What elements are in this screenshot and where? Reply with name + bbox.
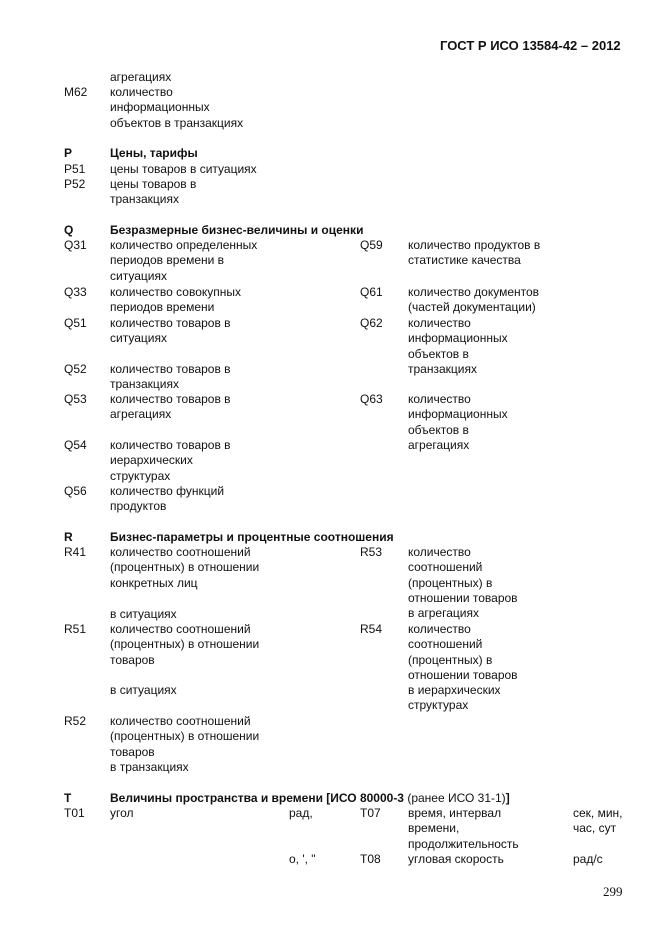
- text-t08: угловая скорость: [408, 852, 504, 866]
- code-q33: Q33: [64, 285, 87, 299]
- code-r51: R51: [64, 622, 87, 636]
- code-r54: R54: [360, 622, 383, 636]
- code-q62: Q62: [360, 316, 383, 330]
- code-r52: R52: [64, 714, 87, 728]
- text-r41: количество соотношений (процентных) в отношении конкретных лиц: [110, 545, 260, 590]
- text-q63: количество информационных объектов в агрегациях: [408, 392, 508, 452]
- text-q51: количество товаров в ситуациях: [110, 316, 231, 346]
- page-number: 299: [603, 884, 623, 899]
- text-r51: количество соотношений (процентных) в отношении товаров: [110, 622, 260, 667]
- section-title-t-close: ]: [505, 791, 510, 805]
- section-letter-t: T: [64, 791, 72, 805]
- text-r52: количество соотношений (процентных) в отношении товаров в транзакциях: [110, 714, 260, 774]
- code-t07: T07: [360, 806, 381, 820]
- text-q54: количество товаров в иерархических структурах: [110, 438, 231, 483]
- unit-t01-b: о, ', ": [289, 852, 316, 866]
- unit-t07: сек, мин, час, сут: [573, 806, 623, 836]
- text-p52: цены товаров в транзакциях: [110, 177, 197, 207]
- section-title-r: Бизнес-параметры и процентные соотношения: [110, 530, 394, 544]
- code-q61: Q61: [360, 285, 383, 299]
- unit-t01-a: рад,: [289, 806, 313, 820]
- code-q52: Q52: [64, 362, 87, 376]
- text-t01: угол: [110, 806, 134, 820]
- unit-t08: рад/с: [573, 852, 603, 866]
- code-q54: Q54: [64, 438, 87, 452]
- text-q53: количество товаров в агрегациях: [110, 392, 231, 422]
- code-t08: T08: [360, 852, 381, 866]
- code-q63: Q63: [360, 392, 383, 406]
- text-q31: количество определенных периодов времени в ситуациях: [110, 238, 258, 283]
- text-r54: количество соотношений (процентных) в отношении товаров в иерархических структурах: [408, 622, 518, 713]
- text-q61: количество документов (частей документации): [408, 285, 540, 315]
- section-letter-p: P: [64, 146, 73, 160]
- document-header: ГОСТ Р ИСО 13584-42 – 2012: [440, 38, 621, 53]
- code-r53: R53: [360, 545, 383, 559]
- code-q56: Q56: [64, 484, 87, 498]
- code-r41: R41: [64, 545, 87, 559]
- text-q52: количество товаров в транзакциях: [110, 362, 231, 392]
- section-title-t: [110, 791, 510, 806]
- m-continuation-text: агрегациях: [110, 70, 172, 84]
- text-r53: количество соотношений (процентных) в отношении товаров в агрегациях: [408, 545, 518, 621]
- code-p51: P51: [64, 162, 86, 176]
- code-p52: P52: [64, 177, 86, 191]
- section-title-t-note: (ранее ИСО 31-1): [403, 791, 506, 805]
- section-title-q: Безразмерные бизнес-величины и оценки: [110, 223, 364, 237]
- code-q59: Q59: [360, 238, 383, 252]
- text-p51: цены товаров в ситуациях: [110, 162, 257, 176]
- text-r51-tail: в ситуациях: [110, 683, 177, 697]
- section-title-t-main: Величины пространства и времени [ИСО 80000-3: [110, 791, 404, 805]
- text-q62: количество информационных объектов в транзакциях: [408, 316, 508, 376]
- section-letter-r: R: [64, 530, 73, 544]
- section-title-p: Цены, тарифы: [110, 146, 198, 160]
- text-r41-tail: в ситуациях: [110, 607, 177, 621]
- code-m62: M62: [64, 85, 88, 99]
- code-q31: Q31: [64, 238, 87, 252]
- code-q51: Q51: [64, 316, 87, 330]
- text-m62: количество информационных объектов в транзакциях: [110, 85, 244, 130]
- code-t01: T01: [64, 806, 85, 820]
- text-q33: количество совокупных периодов времени: [110, 285, 242, 315]
- text-q59: количество продуктов в статистике качества: [408, 238, 541, 268]
- text-t07: время, интервал времени, продолжительность: [408, 806, 519, 851]
- section-letter-q: Q: [64, 223, 74, 237]
- code-q53: Q53: [64, 392, 87, 406]
- text-q56: количество функций продуктов: [110, 484, 225, 514]
